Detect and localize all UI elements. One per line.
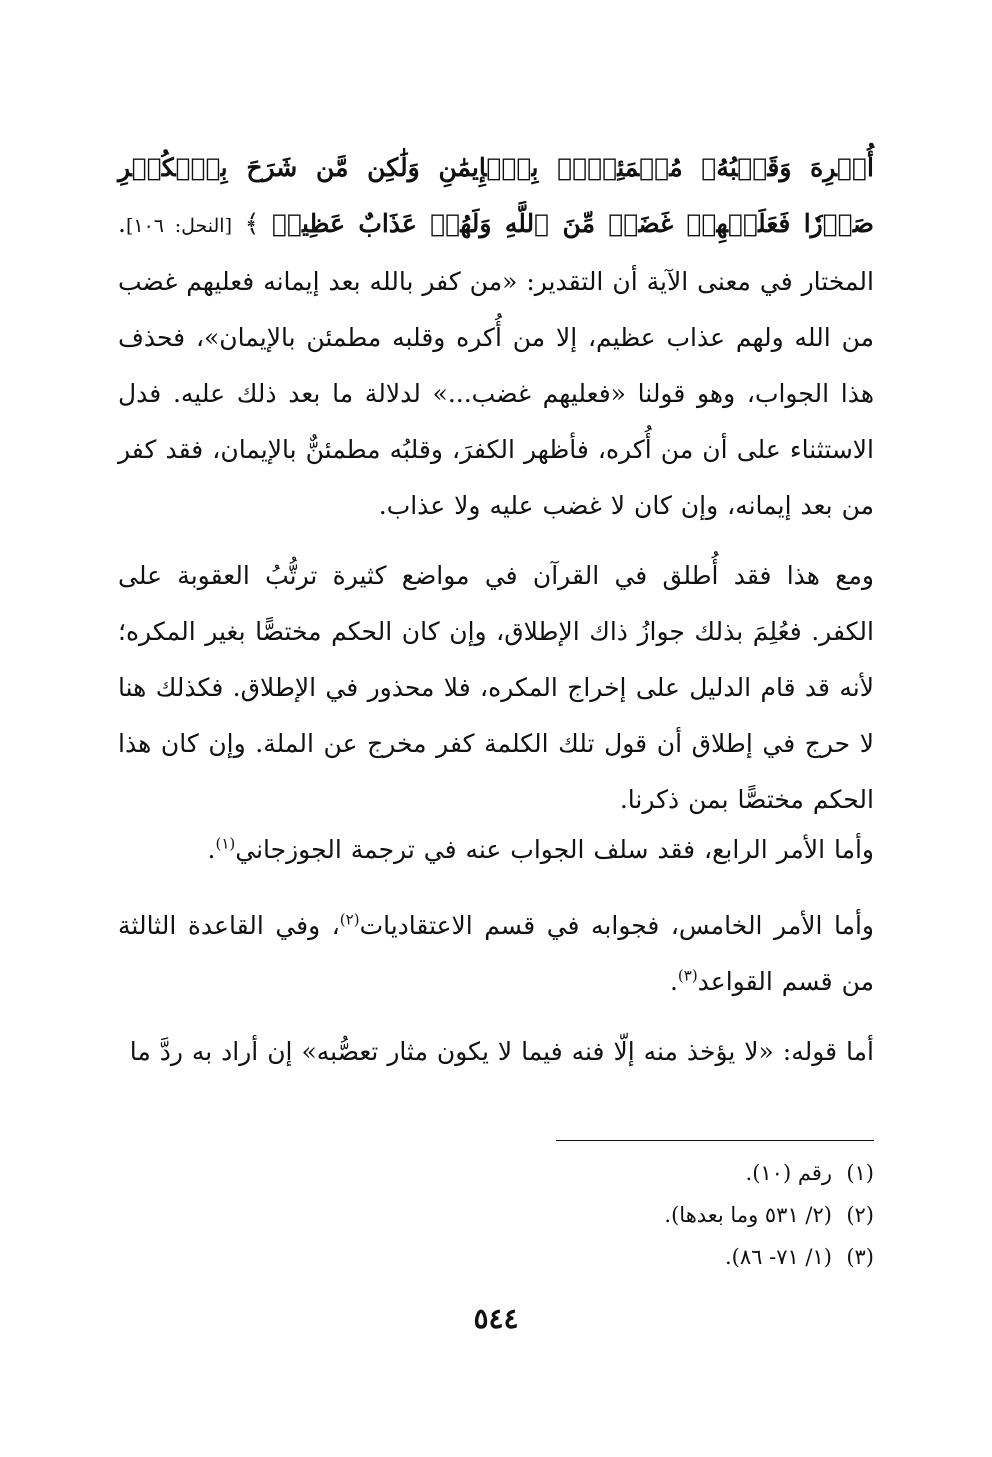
paragraph-intro-text: . المختار في معنى الآية أن التقدير: «من كفر بالله بعد إيمانه فعليهم غضب من الله ولهم عذاب عظيم، إلا من أُكره وقلبه مطمئن بالإيمان»، فحذف هذا الجواب، وهو قولنا «فعليهم غضب...» لدلالة ما بعد ذلك عليه. فدل الاستثناء على أن من أُكره، فأظهر الكفرَ، وقلبُه مطمئنٌّ بالإيمان، فقد كفر من بعد إيمانه، وإن كان لا غضب عليه ولا عذاب. [118, 209, 874, 520]
footnote-number: (٢) [846, 1203, 874, 1227]
footnotes-section [118, 1152, 874, 1278]
paragraph-his-saying [118, 1024, 874, 1080]
paragraph-wamaa [118, 548, 874, 828]
paragraph-fourth-matter-text: وأما الأمر الرابع، فقد سلف الجواب عنه في ترجمة الجوزجاني [235, 835, 874, 864]
verse-close-brace: ﴾ [244, 209, 260, 238]
paragraph-fifth-matter-text-b: ، وفي القاعدة الثالثة من قسم القواعد [118, 911, 874, 996]
paragraph-fifth-matter-end: . [669, 967, 678, 996]
paragraph-wamaa-text: ومع هذا فقد أُطلق في القرآن في مواضع كثيرة ترتُّبُ العقوبة على الكفر. فعُلِمَ بذلك جوازُ ذاك الإطلاق، وإن كان الحكم مختصًّا بغير المكره؛ لأنه قد قام الدليل على إخراج المكره، فلا محذور في الإطلاق. فكذلك هنا لا حرج في إطلاق أن قول تلك الكلمة كفر مخرج عن الملة. وإن كان هذا الحكم مختصًّا بمن ذكرنا. [118, 561, 874, 814]
footnote-text: (٢/ ٥٣١ وما بعدها). [664, 1203, 832, 1227]
footnote-number: (٣) [846, 1245, 874, 1269]
page-number: ٥٤٤ [473, 1302, 519, 1335]
footnote-item [118, 1236, 874, 1278]
footnote-number: (١) [846, 1161, 874, 1185]
footnote-item [118, 1152, 874, 1194]
paragraph-fifth-matter-text-a: وأما الأمر الخامس، فجوابه في قسم الاعتقاديات [359, 911, 874, 940]
verse-reference: [النحل: ١٠٦] [125, 215, 233, 237]
footnote-divider [556, 1140, 874, 1141]
footnote-ref-2[interactable]: (٢) [339, 910, 360, 929]
footnote-ref-3[interactable]: (٣) [677, 966, 698, 985]
footnote-text: رقم (١٠). [745, 1161, 832, 1185]
paragraph-his-saying-text: أما قوله: «لا يؤخذ منه إلّا فنه فيما لا يكون مثار تعصُّبه» إن أراد به ردَّ ما [129, 1037, 874, 1066]
paragraph-fourth-matter [118, 822, 874, 878]
footnote-text: (١/ ٧١- ٨٦). [724, 1245, 832, 1269]
footnote-item [118, 1194, 874, 1236]
quran-verse-text: أُكۡرِهَ وَقَلۡبُهُۥ مُطۡمَئِنُّۢ بِٱلۡإِيمَٰنِ وَلَٰكِن مَّن شَرَحَ بِٱلۡكُفۡرِ صَدۡرٗا فَعَلَيۡهِمۡ غَضَبٞ مِّنَ ٱللَّهِ وَلَهُمۡ عَذَابٌ عَظِيمٞ [118, 153, 874, 238]
footnote-ref-1[interactable]: (١) [215, 834, 236, 853]
paragraph-fifth-matter [118, 898, 874, 1010]
paragraph-intro [118, 140, 874, 534]
paragraph-fourth-matter-end: . [207, 835, 216, 864]
